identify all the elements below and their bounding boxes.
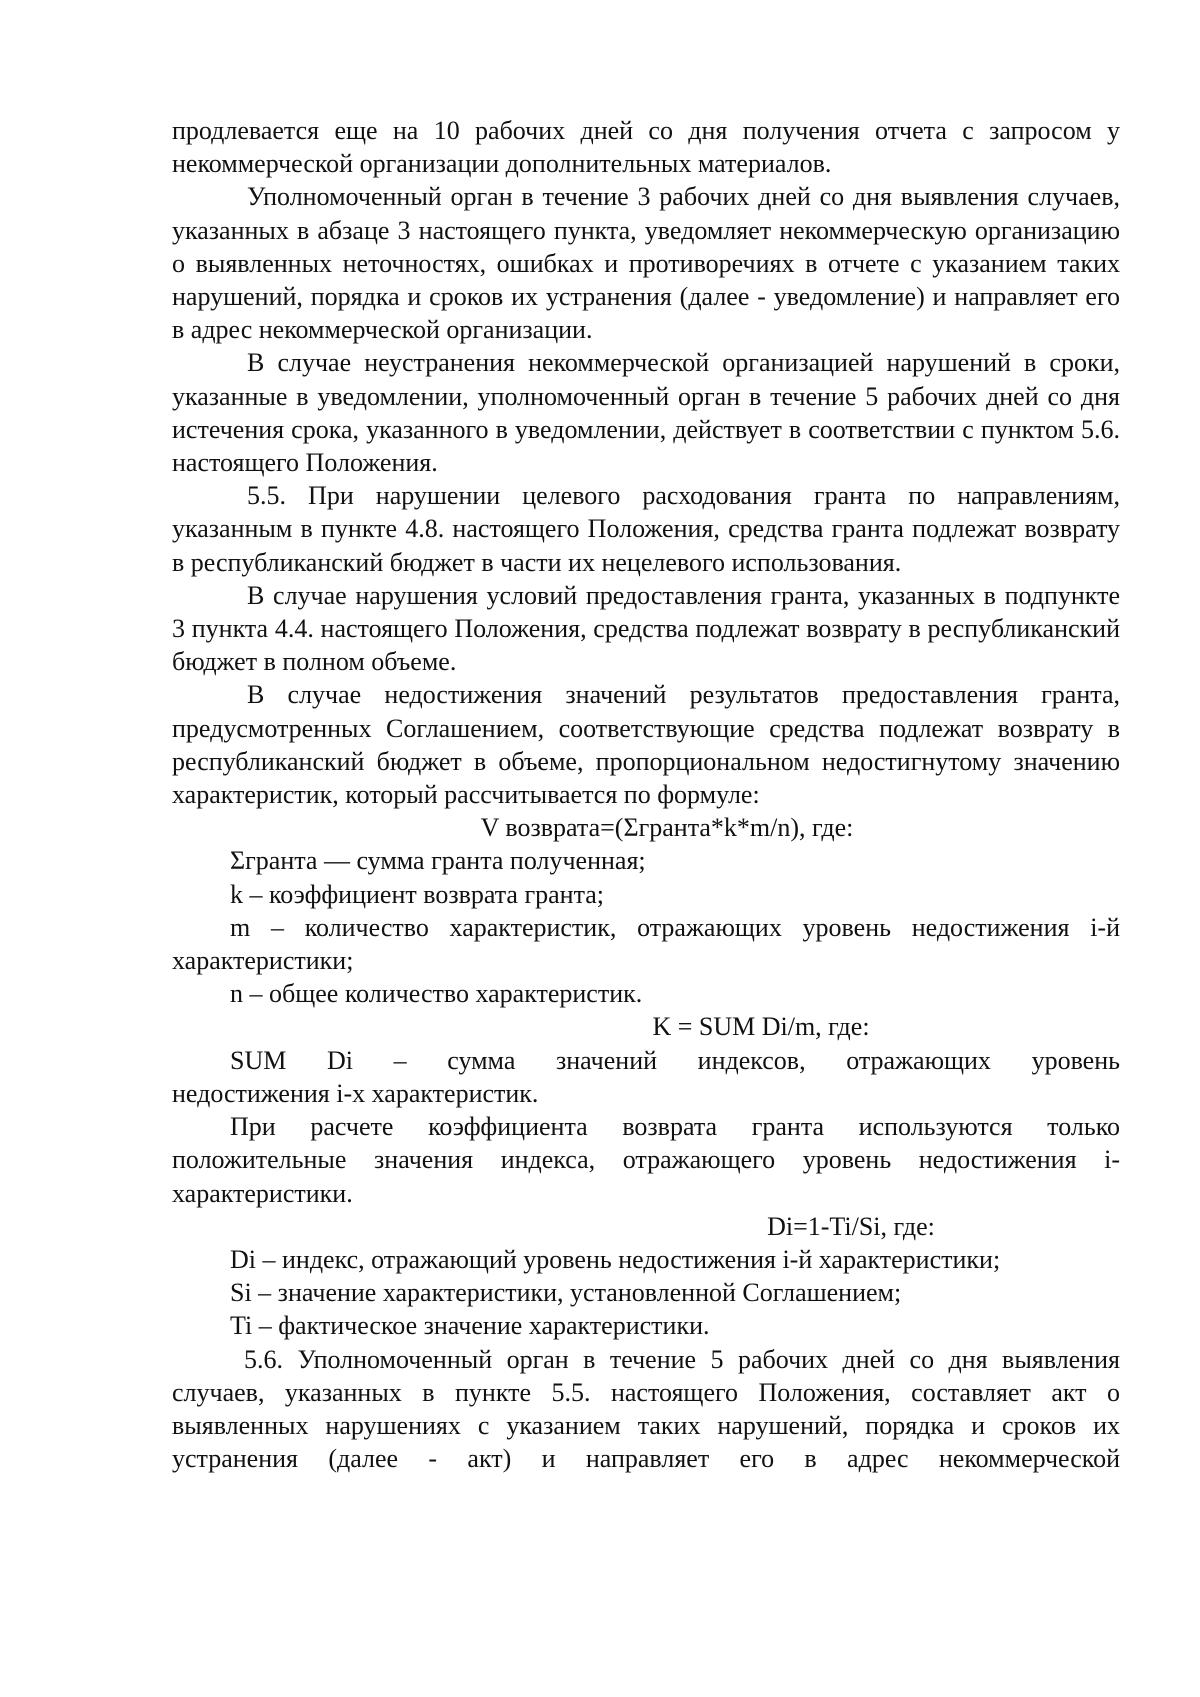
definition-m: m – количество характеристик, отражающих уровень недостижения i-й характеристики; (172, 912, 1120, 976)
paragraph-coefficient-calculation: При расчете коэффициента возврата гранта используются только положительные значения индекса, отражающего уровень недостижения i-характеристики. (172, 1112, 1120, 1208)
definition-n: n – общее количество характеристик. (230, 979, 643, 1009)
paragraph-non-elimination: В случае неустранения некоммерческой организацией нарушений в сроки, указанные в уведомлении, уполномоченный орган в течение 5 рабочих дней со дня истечения срока, указанного в уведомлении, действует в соответствии с пунктом 5.6. настоящего Положения. (172, 348, 1120, 478)
paragraph-conditions-violation: В случае нарушения условий предоставления гранта, указанных в подпункте 3 пункта 4.4. настоящего Положения, средства подлежат возврату в республиканский бюджет в полном объеме. (172, 580, 1120, 677)
definition-sum-di-line1: SUM Di – сумма значений индексов, отражающих уровень (230, 1045, 1120, 1075)
paragraph-continuation: продлевается еще на 10 рабочих дней со дня получения отчета с запросом у некоммерческой организации дополнительных материалов. (172, 116, 1120, 179)
paragraph-5-6: 5.6. Уполномоченный орган в течение 5 рабочих дней со дня выявления случаев, указанных в пункте 5.5. настоящего Положения, составляет акт о выявленных нарушениях с указанием таких нарушений, порядка и сроков их устранения (далее - акт) и направляет его в адрес некоммерческой (172, 1344, 1120, 1474)
definition-si: Si – значение характеристики, установленной Соглашением; (230, 1278, 902, 1308)
paragraph-notification: Уполномоченный орган в течение 3 рабочих дней со дня выявления случаев, указанных в абзаце 3 настоящего пункта, уведомляет некоммерческую организацию о выявленных неточностях, ошибках и противоречиях в отчете с указанием таких нарушений, порядка и сроков их устранения (далее - уведомление) и направляет его в адрес некоммерческой организации. (172, 182, 1120, 345)
definition-ti: Ti – фактическое значение характеристики. (230, 1311, 710, 1341)
definition-sigma-grant: Σгранта — сумма гранта полученная; (230, 846, 646, 876)
document-body (172, 114, 1120, 1475)
definition-sum-di-line2: недостижения i-х характеристик. (172, 1078, 539, 1108)
paragraph-results-not-achieved: В случае недостижения значений результатов предоставления гранта, предусмотренных Соглашением, соответствующие средства подлежат возврату в республиканский бюджет в объеме, пропорциональном недостигнутому значению характеристик, который рассчитывается по формуле: (172, 680, 1120, 810)
formula-di: Di=1-Ti/Si, где: (767, 1211, 935, 1241)
definition-di: Di – индекс, отражающий уровень недостижения i-й характеристики; (230, 1244, 1001, 1274)
paragraph-5-5: 5.5. При нарушении целевого расходования гранта по направлениям, указанным в пункте 4.8. настоящего Положения, средства гранта подлежат возврату в республиканский бюджет в части их нецелевого использования. (172, 481, 1120, 577)
formula-k: K = SUM Di/m, где: (652, 1012, 870, 1042)
definition-k: k – коэффициент возврата гранта; (230, 879, 605, 909)
formula-v-return: V возврата=(Σгранта*k*m/n), где: (480, 813, 854, 843)
